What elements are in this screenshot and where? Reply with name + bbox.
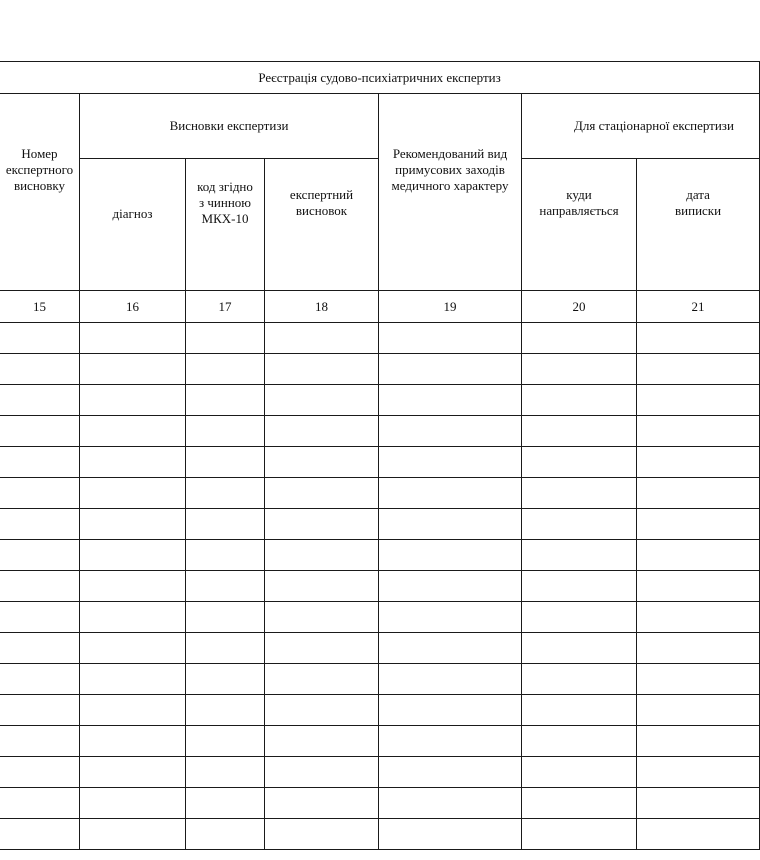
table-cell[interactable] bbox=[0, 788, 80, 819]
table-row bbox=[0, 819, 760, 850]
table-cell[interactable] bbox=[522, 695, 637, 726]
table-row bbox=[0, 664, 760, 695]
table-cell[interactable] bbox=[522, 664, 637, 695]
header-expert-conclusion bbox=[265, 159, 379, 291]
table-cell[interactable] bbox=[379, 757, 522, 788]
table-cell[interactable] bbox=[265, 726, 379, 757]
expertise-register-table bbox=[0, 61, 760, 850]
table-cell[interactable] bbox=[186, 447, 265, 478]
table-row bbox=[0, 354, 760, 385]
table-row bbox=[0, 478, 760, 509]
table-cell[interactable] bbox=[637, 695, 760, 726]
column-number: 17 bbox=[186, 291, 265, 323]
table-cell[interactable] bbox=[265, 757, 379, 788]
table-cell[interactable] bbox=[265, 788, 379, 819]
header-recommended-measures-line: примусових заходів bbox=[395, 162, 505, 177]
header-referred-to-line: куди bbox=[566, 187, 592, 202]
table-row bbox=[0, 571, 760, 602]
header-conclusion-number bbox=[0, 94, 80, 291]
header-icd-code-line: з чинною bbox=[198, 195, 251, 210]
table-row bbox=[0, 323, 760, 354]
table-cell[interactable] bbox=[637, 633, 760, 664]
table-cell[interactable] bbox=[0, 695, 80, 726]
header-icd-code-line: МКХ-10 bbox=[201, 211, 249, 226]
table-cell[interactable] bbox=[637, 540, 760, 571]
table-cell[interactable] bbox=[265, 416, 379, 447]
header-discharge-date-line: дата bbox=[686, 187, 710, 202]
table-cell[interactable] bbox=[379, 509, 522, 540]
table-cell[interactable] bbox=[265, 385, 379, 416]
table-cell[interactable] bbox=[265, 633, 379, 664]
table-cell[interactable] bbox=[637, 602, 760, 633]
table-cell[interactable] bbox=[186, 509, 265, 540]
table-cell[interactable] bbox=[522, 602, 637, 633]
column-number: 20 bbox=[522, 291, 637, 323]
table-cell[interactable] bbox=[0, 757, 80, 788]
table-cell[interactable] bbox=[186, 478, 265, 509]
table-row bbox=[0, 385, 760, 416]
table-cell[interactable] bbox=[80, 757, 186, 788]
table-cell[interactable] bbox=[0, 385, 80, 416]
table-cell[interactable] bbox=[80, 540, 186, 571]
table-cell[interactable] bbox=[522, 509, 637, 540]
table-cell[interactable] bbox=[379, 540, 522, 571]
register-sheet bbox=[0, 61, 759, 850]
header-discharge-date-line: виписки bbox=[675, 203, 722, 218]
table-cell[interactable] bbox=[265, 819, 379, 850]
table-cell[interactable] bbox=[522, 354, 637, 385]
table-cell[interactable] bbox=[186, 571, 265, 602]
table-cell[interactable] bbox=[637, 788, 760, 819]
table-cell[interactable] bbox=[637, 664, 760, 695]
table-row bbox=[0, 757, 760, 788]
table-cell[interactable] bbox=[186, 633, 265, 664]
header-expertise-conclusions: Висновки експертизи bbox=[80, 94, 379, 159]
column-number: 21 bbox=[637, 291, 760, 323]
table-cell[interactable] bbox=[379, 354, 522, 385]
table-cell[interactable] bbox=[265, 664, 379, 695]
header-conclusion-number-line: висновку bbox=[13, 178, 66, 193]
table-cell[interactable] bbox=[522, 819, 637, 850]
table-cell[interactable] bbox=[637, 447, 760, 478]
header-expert-conclusion-line: висновок bbox=[295, 203, 348, 218]
header-conclusion-number-line: Номер bbox=[21, 146, 58, 161]
table-cell[interactable] bbox=[379, 385, 522, 416]
table-cell[interactable] bbox=[80, 788, 186, 819]
table-cell[interactable] bbox=[637, 416, 760, 447]
table-title: Реєстрація судово-психіатричних експертиз bbox=[0, 62, 760, 94]
table-cell[interactable] bbox=[80, 819, 186, 850]
table-cell[interactable] bbox=[0, 447, 80, 478]
header-recommended-measures-line: Рекомендований вид bbox=[392, 146, 508, 161]
table-cell[interactable] bbox=[80, 385, 186, 416]
header-referred-to-line: направляється bbox=[539, 203, 619, 218]
table-cell[interactable] bbox=[379, 571, 522, 602]
table-cell[interactable] bbox=[0, 416, 80, 447]
table-cell[interactable] bbox=[0, 633, 80, 664]
table-cell[interactable] bbox=[0, 819, 80, 850]
header-inpatient-group: Для стаціонарної експертизи bbox=[522, 94, 760, 159]
table-cell[interactable] bbox=[379, 323, 522, 354]
table-cell[interactable] bbox=[637, 385, 760, 416]
table-cell[interactable] bbox=[186, 788, 265, 819]
header-discharge-date bbox=[637, 159, 760, 291]
table-cell[interactable] bbox=[0, 571, 80, 602]
table-cell[interactable] bbox=[80, 478, 186, 509]
column-number: 15 bbox=[0, 291, 80, 323]
column-number: 18 bbox=[265, 291, 379, 323]
table-cell[interactable] bbox=[80, 509, 186, 540]
table-cell[interactable] bbox=[0, 602, 80, 633]
table-cell[interactable] bbox=[80, 447, 186, 478]
table-cell[interactable] bbox=[379, 695, 522, 726]
table-cell[interactable] bbox=[186, 540, 265, 571]
table-cell[interactable] bbox=[186, 757, 265, 788]
table-row bbox=[0, 726, 760, 757]
table-cell[interactable] bbox=[522, 726, 637, 757]
column-number-row bbox=[0, 291, 760, 323]
table-cell[interactable] bbox=[637, 354, 760, 385]
table-row bbox=[0, 447, 760, 478]
table-cell[interactable] bbox=[522, 385, 637, 416]
table-cell[interactable] bbox=[0, 726, 80, 757]
table-cell[interactable] bbox=[0, 664, 80, 695]
header-expert-conclusion-line: експертний bbox=[289, 187, 354, 202]
table-row bbox=[0, 695, 760, 726]
table-cell[interactable] bbox=[637, 757, 760, 788]
table-cell[interactable] bbox=[186, 726, 265, 757]
table-cell[interactable] bbox=[265, 323, 379, 354]
table-cell[interactable] bbox=[379, 788, 522, 819]
table-cell[interactable] bbox=[80, 416, 186, 447]
table-cell[interactable] bbox=[265, 540, 379, 571]
table-cell[interactable] bbox=[379, 416, 522, 447]
table-cell[interactable] bbox=[265, 602, 379, 633]
header-conclusion-number-line: експертного bbox=[5, 162, 74, 177]
table-cell[interactable] bbox=[379, 633, 522, 664]
table-cell[interactable] bbox=[186, 323, 265, 354]
table-cell[interactable] bbox=[522, 633, 637, 664]
table-cell[interactable] bbox=[265, 354, 379, 385]
table-cell[interactable] bbox=[637, 571, 760, 602]
table-cell[interactable] bbox=[80, 695, 186, 726]
header-diagnosis: діагноз bbox=[80, 159, 186, 291]
table-cell[interactable] bbox=[379, 602, 522, 633]
table-cell[interactable] bbox=[80, 726, 186, 757]
table-cell[interactable] bbox=[80, 664, 186, 695]
table-cell[interactable] bbox=[637, 323, 760, 354]
table-cell[interactable] bbox=[637, 819, 760, 850]
table-cell[interactable] bbox=[637, 509, 760, 540]
table-cell[interactable] bbox=[522, 540, 637, 571]
table-cell[interactable] bbox=[0, 323, 80, 354]
table-cell[interactable] bbox=[379, 664, 522, 695]
table-cell[interactable] bbox=[186, 819, 265, 850]
table-row bbox=[0, 633, 760, 664]
table-cell[interactable] bbox=[522, 323, 637, 354]
table-cell[interactable] bbox=[186, 695, 265, 726]
table-cell[interactable] bbox=[186, 602, 265, 633]
table-cell[interactable] bbox=[637, 726, 760, 757]
table-cell[interactable] bbox=[80, 602, 186, 633]
header-icd-code bbox=[186, 159, 265, 291]
table-cell[interactable] bbox=[522, 788, 637, 819]
table-row bbox=[0, 602, 760, 633]
table-cell[interactable] bbox=[186, 354, 265, 385]
table-cell[interactable] bbox=[379, 478, 522, 509]
table-cell[interactable] bbox=[522, 478, 637, 509]
table-cell[interactable] bbox=[379, 447, 522, 478]
table-cell[interactable] bbox=[379, 726, 522, 757]
table-cell[interactable] bbox=[379, 819, 522, 850]
header-recommended-measures-line: медичного характеру bbox=[391, 178, 509, 193]
table-cell[interactable] bbox=[186, 385, 265, 416]
table-row bbox=[0, 540, 760, 571]
table-cell[interactable] bbox=[265, 695, 379, 726]
column-number: 19 bbox=[379, 291, 522, 323]
table-cell[interactable] bbox=[0, 540, 80, 571]
table-cell[interactable] bbox=[265, 478, 379, 509]
table-row bbox=[0, 416, 760, 447]
table-cell[interactable] bbox=[80, 323, 186, 354]
table-cell[interactable] bbox=[265, 509, 379, 540]
table-cell[interactable] bbox=[0, 478, 80, 509]
table-cell[interactable] bbox=[186, 416, 265, 447]
table-cell[interactable] bbox=[80, 354, 186, 385]
header-referred-to bbox=[522, 159, 637, 291]
header-recommended-measures bbox=[379, 94, 522, 291]
table-cell[interactable] bbox=[265, 447, 379, 478]
table-cell[interactable] bbox=[80, 571, 186, 602]
table-cell[interactable] bbox=[522, 416, 637, 447]
column-number: 16 bbox=[80, 291, 186, 323]
table-cell[interactable] bbox=[0, 509, 80, 540]
table-row bbox=[0, 788, 760, 819]
table-row bbox=[0, 509, 760, 540]
table-cell[interactable] bbox=[522, 447, 637, 478]
table-cell[interactable] bbox=[265, 571, 379, 602]
table-cell[interactable] bbox=[637, 478, 760, 509]
table-cell[interactable] bbox=[186, 664, 265, 695]
table-cell[interactable] bbox=[80, 633, 186, 664]
table-cell[interactable] bbox=[522, 571, 637, 602]
table-cell[interactable] bbox=[0, 354, 80, 385]
table-cell[interactable] bbox=[522, 757, 637, 788]
header-icd-code-line: код згідно bbox=[197, 179, 253, 194]
